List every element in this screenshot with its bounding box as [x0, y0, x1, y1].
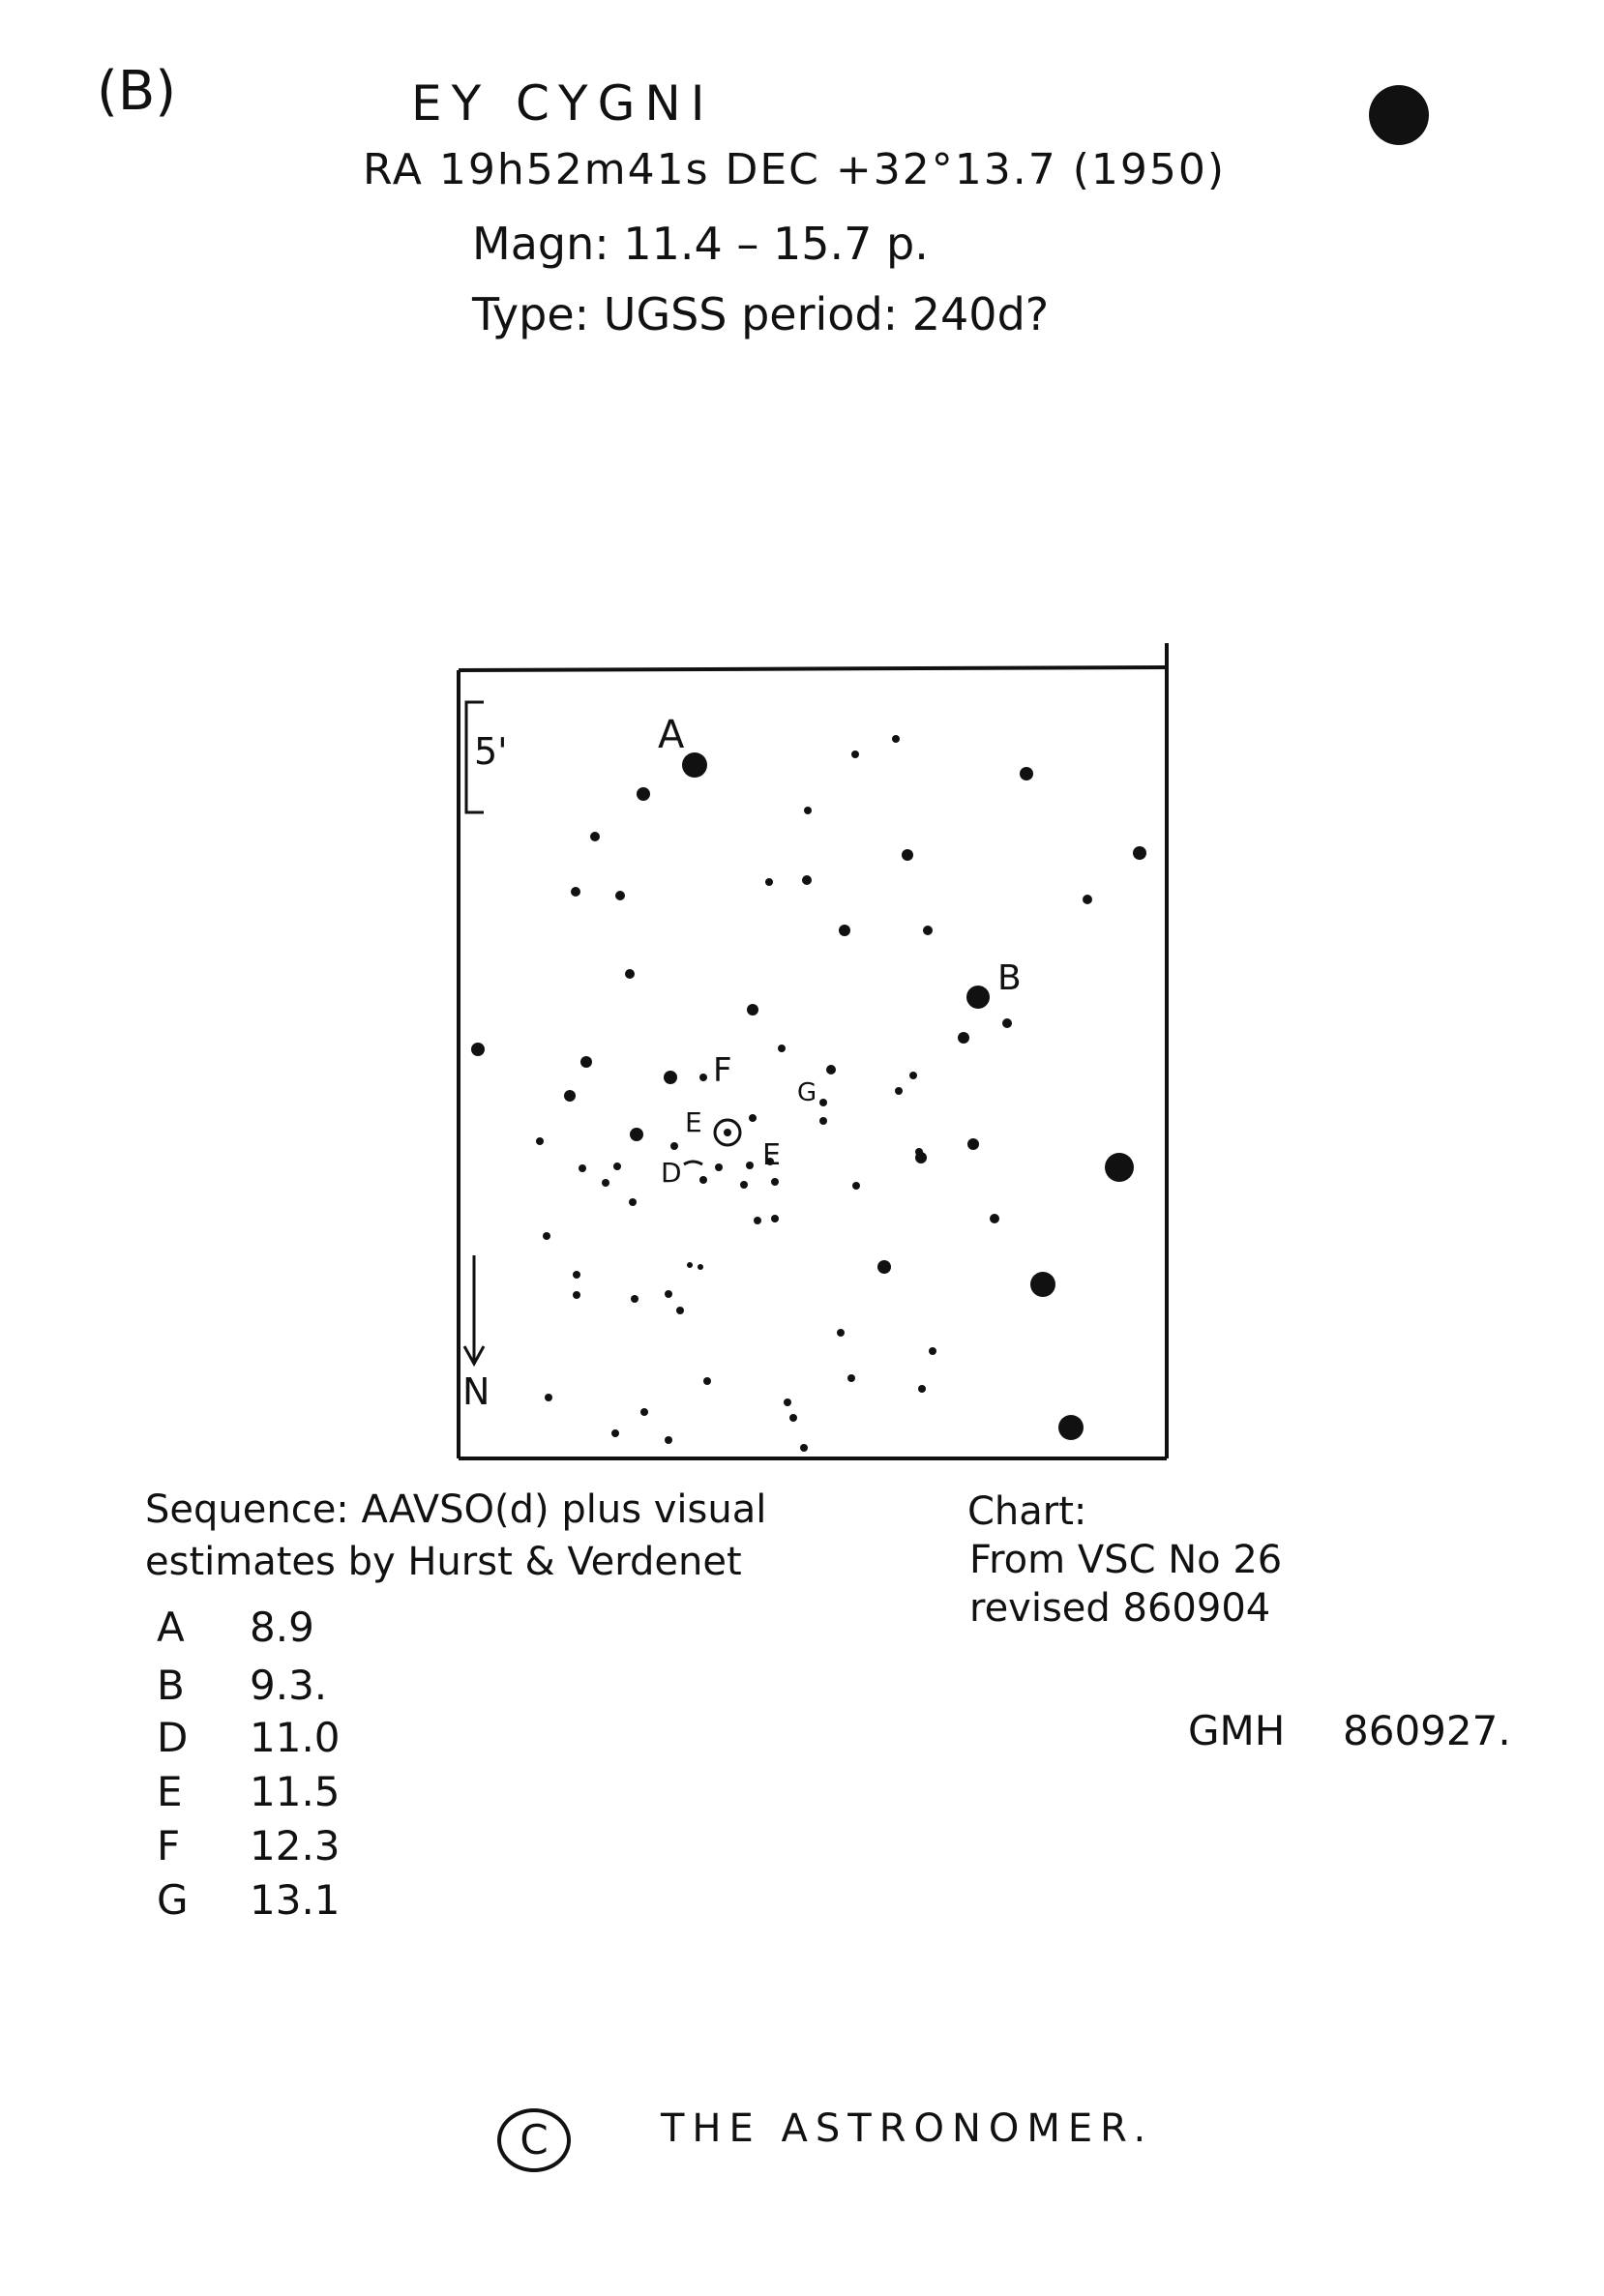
- star-label-b: B: [997, 958, 1022, 998]
- sequence-letter: A: [157, 1604, 185, 1651]
- star: [665, 1290, 672, 1298]
- sequence-letter: E: [157, 1768, 183, 1815]
- star: [564, 1090, 576, 1102]
- footer-publisher: THE ASTRONOMER.: [661, 2106, 1154, 2151]
- sequence-letter: G: [157, 1876, 189, 1924]
- star: [819, 1099, 827, 1106]
- chart-revised-date: revised 860904: [969, 1586, 1271, 1631]
- variable-type: Type: UGSS period: 240d?: [472, 288, 1050, 340]
- sequence-magnitude: 8.9: [250, 1604, 314, 1651]
- star: [747, 1004, 758, 1016]
- sequence-magnitude: 11.0: [250, 1714, 341, 1761]
- star-bright-east: [1105, 1153, 1134, 1182]
- star: [958, 1032, 969, 1044]
- north-label: N: [462, 1370, 490, 1413]
- star: [573, 1271, 580, 1279]
- star: [851, 751, 859, 758]
- star: [837, 1329, 845, 1337]
- star: [545, 1394, 552, 1401]
- star: [749, 1114, 757, 1122]
- star: [967, 1138, 979, 1150]
- star: [676, 1307, 684, 1314]
- star-a: [682, 752, 707, 778]
- sequence-magnitude: 11.5: [250, 1768, 341, 1815]
- sequence-magnitude: 9.3.: [250, 1662, 328, 1709]
- scale-label: 5': [474, 730, 508, 773]
- sequence-letter: D: [157, 1714, 189, 1761]
- star: [613, 1163, 621, 1170]
- star: [611, 1429, 619, 1437]
- star: [1002, 1018, 1012, 1028]
- star-label-a: A: [658, 713, 685, 757]
- star-name: EY CYGNI: [411, 75, 715, 132]
- star: [839, 925, 850, 936]
- north-arrow: [464, 1255, 484, 1364]
- star: [800, 1444, 808, 1452]
- sequence-magnitude: 12.3: [250, 1822, 341, 1869]
- star: [615, 891, 625, 900]
- star: [915, 1148, 923, 1156]
- chart-label: (B): [97, 60, 177, 123]
- star: [630, 1128, 643, 1141]
- star: [1133, 846, 1146, 860]
- star: [703, 1377, 711, 1385]
- magnitude-range: Magn: 11.4 – 15.7 p.: [472, 218, 929, 270]
- star: [573, 1291, 580, 1299]
- chart-source: From VSC No 26: [969, 1538, 1283, 1582]
- star: [754, 1217, 761, 1224]
- star: [670, 1142, 678, 1150]
- star: [877, 1260, 891, 1274]
- star: [536, 1137, 544, 1145]
- star: [789, 1414, 797, 1422]
- star: [740, 1181, 748, 1189]
- star: [571, 887, 580, 897]
- star: [699, 1176, 707, 1184]
- star: [687, 1262, 693, 1268]
- star: [990, 1214, 999, 1223]
- star: [1083, 895, 1092, 904]
- star: [665, 1436, 672, 1444]
- star: [847, 1374, 855, 1382]
- star: [892, 735, 900, 743]
- star: [895, 1087, 903, 1095]
- star: [625, 969, 635, 979]
- star: [1020, 767, 1033, 780]
- star: [543, 1232, 550, 1240]
- star: [771, 1215, 779, 1222]
- star: [580, 1056, 592, 1068]
- star: [765, 878, 773, 886]
- star: [802, 875, 812, 885]
- star: [579, 1164, 586, 1172]
- star: [771, 1178, 779, 1186]
- star: [804, 807, 812, 814]
- star: [929, 1347, 936, 1355]
- star: [909, 1072, 917, 1079]
- star: [471, 1043, 485, 1056]
- sequence-description: Sequence: AAVSO(d) plus visual: [145, 1487, 767, 1532]
- star: [826, 1065, 836, 1074]
- star: [699, 1074, 707, 1081]
- star-bright-south: [1058, 1415, 1084, 1440]
- chart-frame: [459, 643, 1167, 1458]
- sequence-magnitude: 13.1: [250, 1876, 341, 1924]
- star-label-f: F: [713, 1051, 732, 1090]
- chart-info-label: Chart:: [967, 1489, 1087, 1534]
- copyright-icon: C: [497, 2108, 571, 2172]
- star: [784, 1398, 791, 1406]
- star-label-e: E: [762, 1138, 781, 1172]
- author-date: 860927.: [1343, 1707, 1511, 1754]
- star-bright-se: [1030, 1272, 1055, 1297]
- author-initials: GMH: [1188, 1707, 1286, 1754]
- coordinates: RA 19h52m41s DEC +32°13.7 (1950): [363, 145, 1227, 194]
- star: [852, 1182, 860, 1190]
- star: [629, 1198, 637, 1206]
- star: [918, 1385, 926, 1393]
- star-label-d: D: [661, 1157, 682, 1189]
- star: [637, 787, 650, 801]
- star: [715, 1163, 723, 1171]
- star: [664, 1071, 677, 1084]
- star: [746, 1162, 754, 1169]
- star: [631, 1295, 639, 1303]
- label-tick: [684, 1162, 702, 1164]
- star: [590, 832, 600, 841]
- sequence-letter: F: [157, 1822, 181, 1869]
- star: [640, 1408, 648, 1416]
- star: [602, 1179, 609, 1187]
- star: [923, 926, 933, 935]
- star-b: [966, 986, 990, 1009]
- star: [902, 849, 913, 861]
- sequence-letter: B: [157, 1662, 185, 1709]
- sequence-estimates: estimates by Hurst & Verdenet: [145, 1540, 742, 1584]
- star-label-e-west: E: [685, 1106, 702, 1138]
- star: [698, 1264, 703, 1270]
- star-label-g: G: [797, 1078, 817, 1107]
- star: [819, 1117, 827, 1125]
- star: [778, 1045, 786, 1052]
- variable-star-center: [724, 1129, 731, 1136]
